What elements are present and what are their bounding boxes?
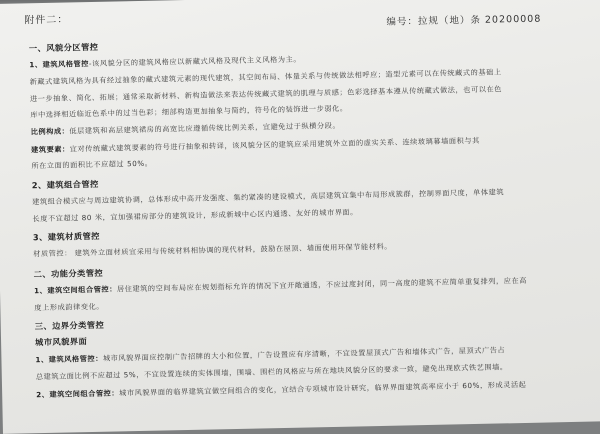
body-text-line	[32, 207, 358, 224]
line-text: 城市风貌界面	[34, 336, 88, 348]
inline-bold-label: 1、建筑空间组合管控：	[33, 284, 118, 296]
section-heading	[29, 42, 99, 54]
body-text-line	[31, 121, 341, 137]
line-text: 2、建筑组合管控	[31, 178, 99, 191]
line-text: 居住建筑的空间布局应在规划指标允许的情况下宜开敞通透，不应过度封闭，同一高度的建筑不应简单重复排列，应在高	[116, 275, 528, 294]
inline-bold-label: 1、建筑风格管控	[29, 59, 90, 70]
body-text-line	[31, 159, 152, 172]
line-text: 3、建筑材质管控	[32, 230, 100, 243]
line-text: 三、边界分类管控	[34, 319, 105, 332]
inline-bold-label: 建筑要素：	[30, 144, 70, 155]
line-text: 总建筑立面比例不应超过 5%，不宜设置连续的实体围墙，围墙、围栏的风格应与所在地块风貌分区的要求一致，避免出现欧式铁艺围墙。	[35, 362, 508, 382]
line-text: 材质管控： 建筑外立面材质宜采用与传统材料相协调的现代材料，鼓励在屋顶、墙面使用环保节能材料。	[33, 241, 393, 259]
appendix-label: 附件二：	[24, 14, 69, 27]
inline-bold-label: 比例构成：	[30, 126, 70, 137]
body-text-line	[30, 84, 502, 104]
body-text-line	[31, 136, 480, 155]
line-text: 库中选择相近临近色系中的过当色彩；细部构造更加抽象与简约，符号化的装饰进一步弱化。	[30, 103, 348, 120]
line-text: 宜对传统藏式建筑要素的符号进行抽象和转译，该风貌分区的建筑应采用建筑外立面的虚实关系、连续玻璃幕墙面积与其	[69, 135, 480, 154]
body-text-line	[30, 67, 502, 87]
section-heading	[34, 268, 104, 280]
line-text: 二、功能分类管控	[33, 267, 104, 280]
line-text: 一、风貌分区管控	[28, 41, 99, 54]
line-text: 度上形成韵律变化。	[34, 301, 105, 313]
section-heading	[35, 336, 87, 348]
line-text: 长度不宜超过 80 米，宜加强裙房部分的建筑设计，形成新城中心区内通透、友好的城市界面。	[32, 207, 358, 224]
body-text-line	[36, 362, 508, 382]
body-text-line	[34, 302, 104, 313]
body-text-line	[35, 345, 505, 365]
line-text: 新藏式建筑风格为具有经过抽象的藏式建筑元素的现代建筑，其空间布局、体量关系与传统做法相呼应；造型元素可以在传统藏式的基础上	[29, 67, 502, 87]
line-text: 所在立面的面积比不应超过 50%。	[31, 158, 153, 171]
body-text-line	[29, 55, 301, 71]
section-heading	[33, 231, 100, 243]
body-text-line	[32, 187, 504, 207]
body-text-line	[36, 380, 526, 400]
section-heading	[35, 320, 105, 332]
body-text-line	[34, 276, 527, 296]
section-heading	[32, 179, 99, 191]
line-text: 城市风貌界面应控制广告招牌的大小和位置，广告设置应有序清晰，不宜设置屋顶式广告和墙体式广告，屋顶式广告占	[102, 345, 506, 363]
line-text: 建筑组合模式应与周边建筑协调，总体形成中高开发强度、集约紧凑的建设模式，高层建筑宜集中布局形成簇群，控制界面尺度，单体建筑	[32, 187, 505, 207]
inline-bold-label: 1、建筑风格管控：	[35, 353, 103, 365]
inline-bold-label: 2、建筑空间组合管控：	[36, 388, 120, 400]
document-number: 编号：拉规（地）条 20200008	[386, 13, 542, 28]
body-text-line	[33, 242, 392, 260]
line-text: 城市风貌界面的临界建筑宜做空间组合的变化，宜结合专项城市设计研究，临界界面建筑高率应小于 60%，形成灵活起	[119, 379, 527, 398]
line-text: -该风貌分区的建筑风格应以新藏式风格及现代主义风格为主。	[88, 54, 302, 69]
line-text: 低层建筑和高层建筑裙房的高宽比应遵循传统比例关系，宜避免过于纵横分段。	[69, 120, 341, 136]
line-text: 进一步抽象、简化、拓展；通常采取新材料、新构造做法来表达传统藏式建筑的肌理与质感；色彩选择基本遵从传统藏式做法，也可以在色	[29, 84, 502, 104]
body-text-line	[30, 104, 347, 121]
